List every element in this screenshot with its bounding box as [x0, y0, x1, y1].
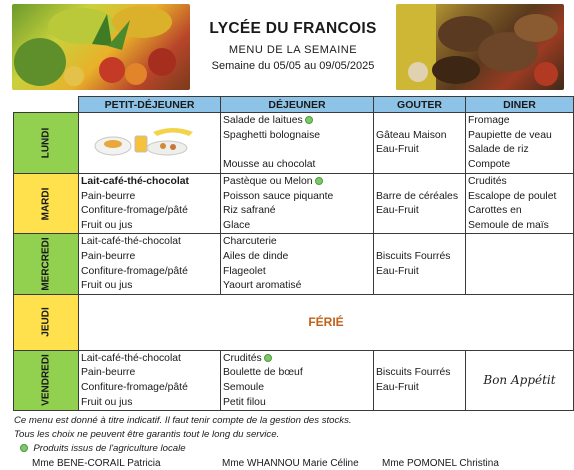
vendredi-petit-dejeuner: Lait-café-thé-chocolat Pain-beurre Confiture-fromage/pâté Fruit ou jus	[79, 350, 221, 410]
signature-3: Mme POMONEL Christina	[382, 458, 499, 469]
vendredi-dejeuner: Crudités Boulette de bœuf Semoule Petit filou	[221, 350, 374, 410]
mardi-diner: Crudités Escalope de poulet Carottes en Semoule de maïs	[466, 174, 574, 234]
column-header-gouter: GOUTER	[374, 97, 466, 113]
school-name: LYCÉE DU FRANCOIS	[209, 20, 377, 37]
column-header-dejeuner: DÉJEUNER	[221, 97, 374, 113]
week-range: Semaine du 05/05 au 09/05/2025	[211, 60, 375, 72]
mercredi-dejeuner: Charcuterie Ailes de dinde Flageolet Yaourt aromatisé	[221, 234, 374, 294]
mardi-gouter: Barre de céréales Eau-Fruit	[374, 174, 466, 234]
day-jeudi: JEUDI	[14, 294, 79, 350]
green-dot-icon	[315, 177, 323, 185]
mercredi-petit-dejeuner: Lait-café-thé-chocolat Pain-beurre Confiture-fromage/pâté Fruit ou jus	[79, 234, 221, 294]
vendredi-diner	[466, 350, 574, 410]
lundi-petit-dejeuner	[79, 113, 221, 174]
menu-notes	[14, 414, 352, 456]
lundi-gouter: Gâteau Maison Eau-Fruit	[374, 113, 466, 174]
menu-title: MENU DE LA SEMAINE	[228, 44, 358, 56]
mardi-dejeuner: Pastèque ou Melon Poisson sauce piquante Riz safrané Glace	[221, 174, 374, 234]
column-header-petit-dejeuner: PETIT-DÉJEUNER	[79, 97, 221, 113]
mercredi-diner	[466, 234, 574, 294]
signature-2: Mme WHANNOU Marie Céline	[222, 458, 359, 469]
menu-table	[13, 96, 574, 411]
lundi-dejeuner: Salade de laitues Spaghetti bolognaise Mousse au chocolat	[221, 113, 374, 174]
lundi-diner: Fromage Paupiette de veau Salade de riz Compote	[466, 113, 574, 174]
green-dot-icon	[20, 444, 28, 452]
day-mercredi: MERCREDI	[14, 234, 79, 294]
day-vendredi: VENDREDI	[14, 350, 79, 410]
mercredi-gouter: Biscuits Fourrés Eau-Fruit	[374, 234, 466, 294]
day-mardi: MARDI	[14, 174, 79, 234]
day-lundi: LUNDI	[14, 113, 79, 174]
signature-1: Mme BENE-CORAIL Patricia	[32, 458, 161, 469]
note-line-1: Ce menu est donné à titre indicatif. Il faut tenir compte de la gestion des stocks.	[14, 415, 352, 426]
bon-appetit-logo: Bon Appétit	[483, 373, 556, 388]
tropical-fruits-photo	[12, 4, 190, 90]
header-corner	[14, 97, 79, 113]
breakfast-photo	[89, 124, 199, 160]
mardi-petit-dejeuner: Lait-café-thé-chocolat Pain-beurre Confiture-fromage/pâté Fruit ou jus	[79, 174, 221, 234]
green-dot-icon	[264, 354, 272, 362]
root-vegetables-photo	[396, 4, 564, 90]
green-dot-icon	[305, 116, 313, 124]
column-header-diner: DINER	[466, 97, 574, 113]
vendredi-gouter: Biscuits Fourrés Eau-Fruit	[374, 350, 466, 410]
jeudi-ferie: FÉRIÉ	[79, 294, 574, 350]
local-products-legend: Produits issus de l'agriculture locale	[14, 442, 352, 456]
menu-header	[190, 8, 396, 72]
note-line-2: Tous les choix ne peuvent être garantis tout le long du service.	[14, 429, 280, 440]
